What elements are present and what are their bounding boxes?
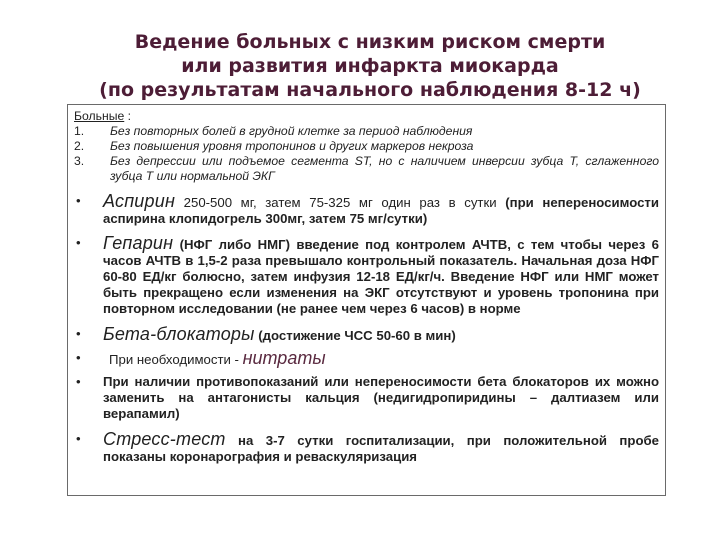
nitrates-label: нитраты: [242, 348, 326, 368]
stress-test-text: на 3-7 сутки госпитализации, при положительной пробе показаны коронарография и реваскуляризация: [103, 433, 659, 464]
content-box: [67, 104, 666, 496]
beta-blockers-text: (достижение ЧСС 50-60 в мин): [254, 328, 456, 343]
contraindications-item: [74, 374, 659, 422]
bullet: •: [76, 193, 81, 208]
aspirin-alternative: (при непереносимости аспирина клопидогрель 300мг, затем 75 мг/сутки): [103, 195, 659, 226]
aspirin-label: Аспирин: [103, 191, 176, 211]
criteria-item: 1. Без повторных болей в грудной клетке за период наблюдения: [74, 124, 473, 138]
aspirin-dose: 250-500 мг, затем 75-325 мг один раз в сутки: [175, 195, 497, 210]
title-line-3: (по результатам начального наблюдения 8-12 ч): [99, 79, 641, 101]
patients-section: [74, 109, 659, 184]
aspirin-item: [74, 193, 659, 227]
heparin-text: (НФГ либо НМГ) введение под контролем АЧТВ, с тем чтобы через 6 часов АЧТВ в 1,5-2 раза превышало контрольный показатель. Начальная доза НФГ 60-80 ЕД/кг болюсно, затем инфузия 12-18 ЕД/кг/ч. Введение НФГ или НМГ может быть прекращено если изменения на ЭКГ отсутствуют и уровень тропонина при повторном исследовании (не ранее чем через 6 часов) в норме: [103, 237, 659, 316]
nitrates-item: [74, 350, 659, 368]
beta-blockers-label: Бета-блокаторы: [103, 324, 255, 344]
bullet: •: [76, 431, 81, 446]
criteria-item: 2. Без повышения уровня тропонинов и других маркеров некроза: [74, 139, 474, 153]
heparin-item: [74, 235, 659, 317]
nitrates-prefix: При необходимости -: [109, 352, 243, 367]
criteria-item: 3. Без депрессии или подъемое сегмента ST, но с наличием инверсии зубца T, сглаженного зубца T или нормальной ЭКГ: [74, 154, 659, 183]
bullet: •: [76, 326, 81, 341]
stress-test-label: Стресс-тест: [103, 429, 226, 449]
stress-test-item: [74, 431, 659, 465]
patients-heading: Больные :: [74, 109, 132, 123]
beta-blockers-item: [74, 326, 659, 344]
bullet: •: [76, 374, 81, 389]
bullet: •: [76, 235, 81, 250]
bullet: •: [76, 350, 81, 365]
title-line-1: Ведение больных с низким риском смерти: [134, 31, 606, 53]
contraindications-text: При наличии противопоказаний или непереносимости бета блокаторов их можно заменить на антагонисты кальция (недигидропиридины – далтиазем или верапамил): [103, 374, 659, 421]
patients-criteria-list: [74, 124, 659, 184]
title-line-2: или развития инфаркта миокарда: [181, 55, 559, 77]
slide-title: [40, 30, 700, 102]
heparin-label: Гепарин: [103, 233, 174, 253]
